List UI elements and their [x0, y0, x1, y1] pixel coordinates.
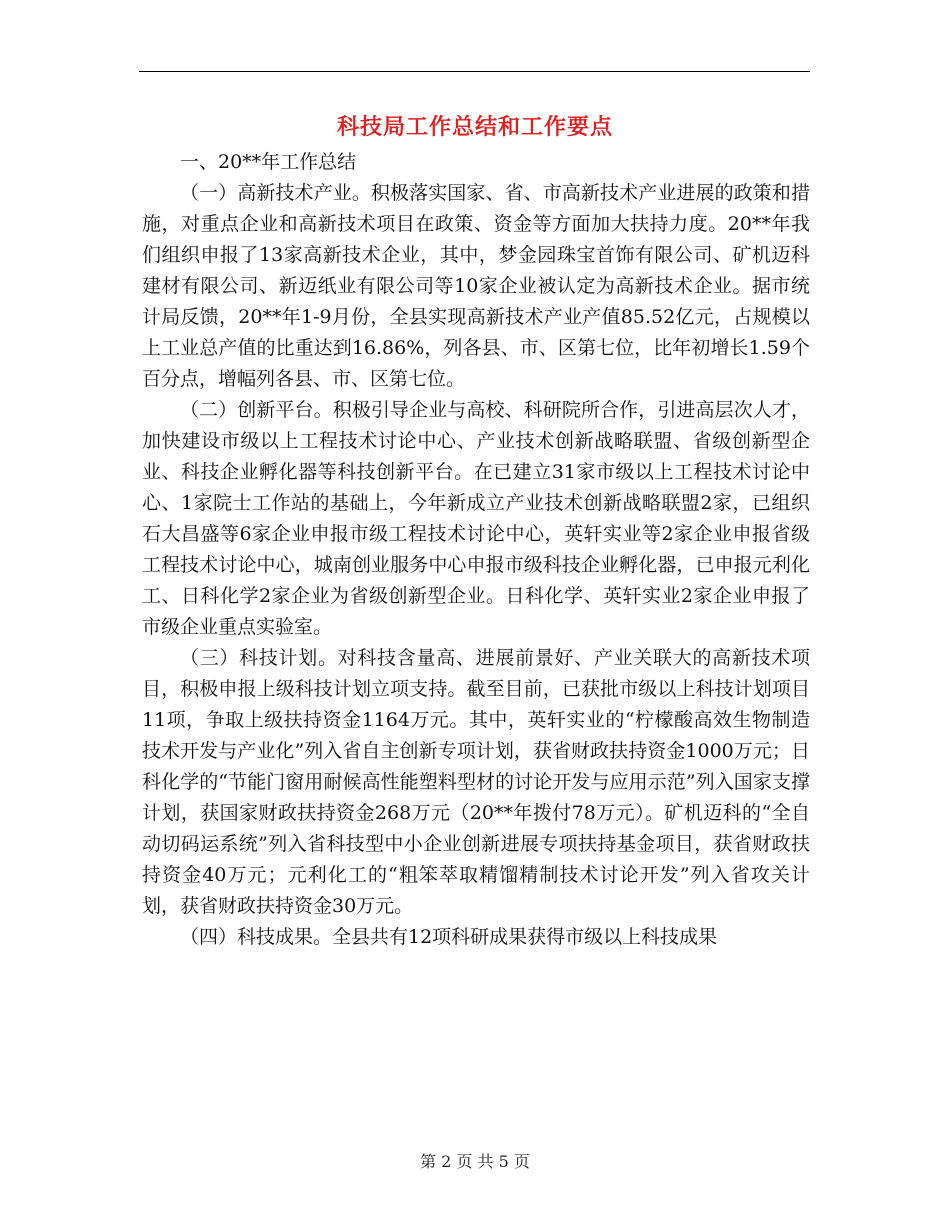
paragraph-tech-achievements: （四）科技成果。全县共有12项科研成果获得市级以上科技成果	[180, 926, 718, 948]
page-number-footer: 第 2 页 共 5 页	[420, 1152, 530, 1171]
document-body	[142, 147, 810, 953]
paragraph-tech-plan: （三）科技计划。对科技含量高、进展前景好、产业关联大的高新技术项目，积极申报上级科技计划立项支持。截至目前，已获批市级以上科技计划项目11项，争取上级扶持资金1164万元。其中，英轩实业的“柠檬酸高效生物制造技术开发与产业化”列入省自主创新专项计划，获省财政扶持资金1000万元；日科化学的“节能门窗用耐候高性能塑料型材的讨论开发与应用示范”列入国家支撑计划，获国家财政扶持资金268万元（20**年拨付78万元）。矿机迈科的“全自动切码运系统”列入省科技型中小企业创新进展专项扶持基金项目，获省财政扶持资金40万元；元利化工的“粗笨萃取精馏精制技术讨论开发”列入省攻关计划，获省财政扶持资金30万元。	[142, 647, 810, 917]
document-title: 科技局工作总结和工作要点	[336, 114, 613, 140]
paragraph-innovation-platform: （二）创新平台。积极引导企业与高校、科研院所合作，引进高层次人才，加快建设市级以上工程技术讨论中心、产业技术创新战略联盟、省级创新型企业、科技企业孵化器等科技创新平台。在已建立31家市级以上工程技术讨论中心、1家院士工作站的基础上，今年新成立产业技术创新战略联盟2家，已组织石大昌盛等6家企业申报市级工程技术讨论中心，英轩实业等2家企业申报省级工程技术讨论中心，城南创业服务中心申报市级科技企业孵化器，已申报元利化工、日科化学2家企业为省级创新型企业。日科化学、英轩实业2家企业申报了市级企业重点实验室。	[142, 399, 810, 638]
paragraph-high-tech-industry: （一）高新技术产业。积极落实国家、省、市高新技术产业进展的政策和措施，对重点企业和高新技术项目在政策、资金等方面加大扶持力度。20**年我们组织申报了13家高新技术企业，其中，梦金园珠宝首饰有限公司、矿机迈科建材有限公司、新迈纸业有限公司等10家企业被认定为高新技术企业。据市统计局反馈，20**年1-9月份，全县实现高新技术产业产值85.52亿元，占规模以上工业总产值的比重达到16.86%，列各县、市、区第七位，比年初增长1.59个百分点，增幅列各县、市、区第七位。	[142, 182, 810, 390]
section-heading: 一、20**年工作总结	[180, 151, 357, 173]
header-rule	[139, 71, 810, 72]
